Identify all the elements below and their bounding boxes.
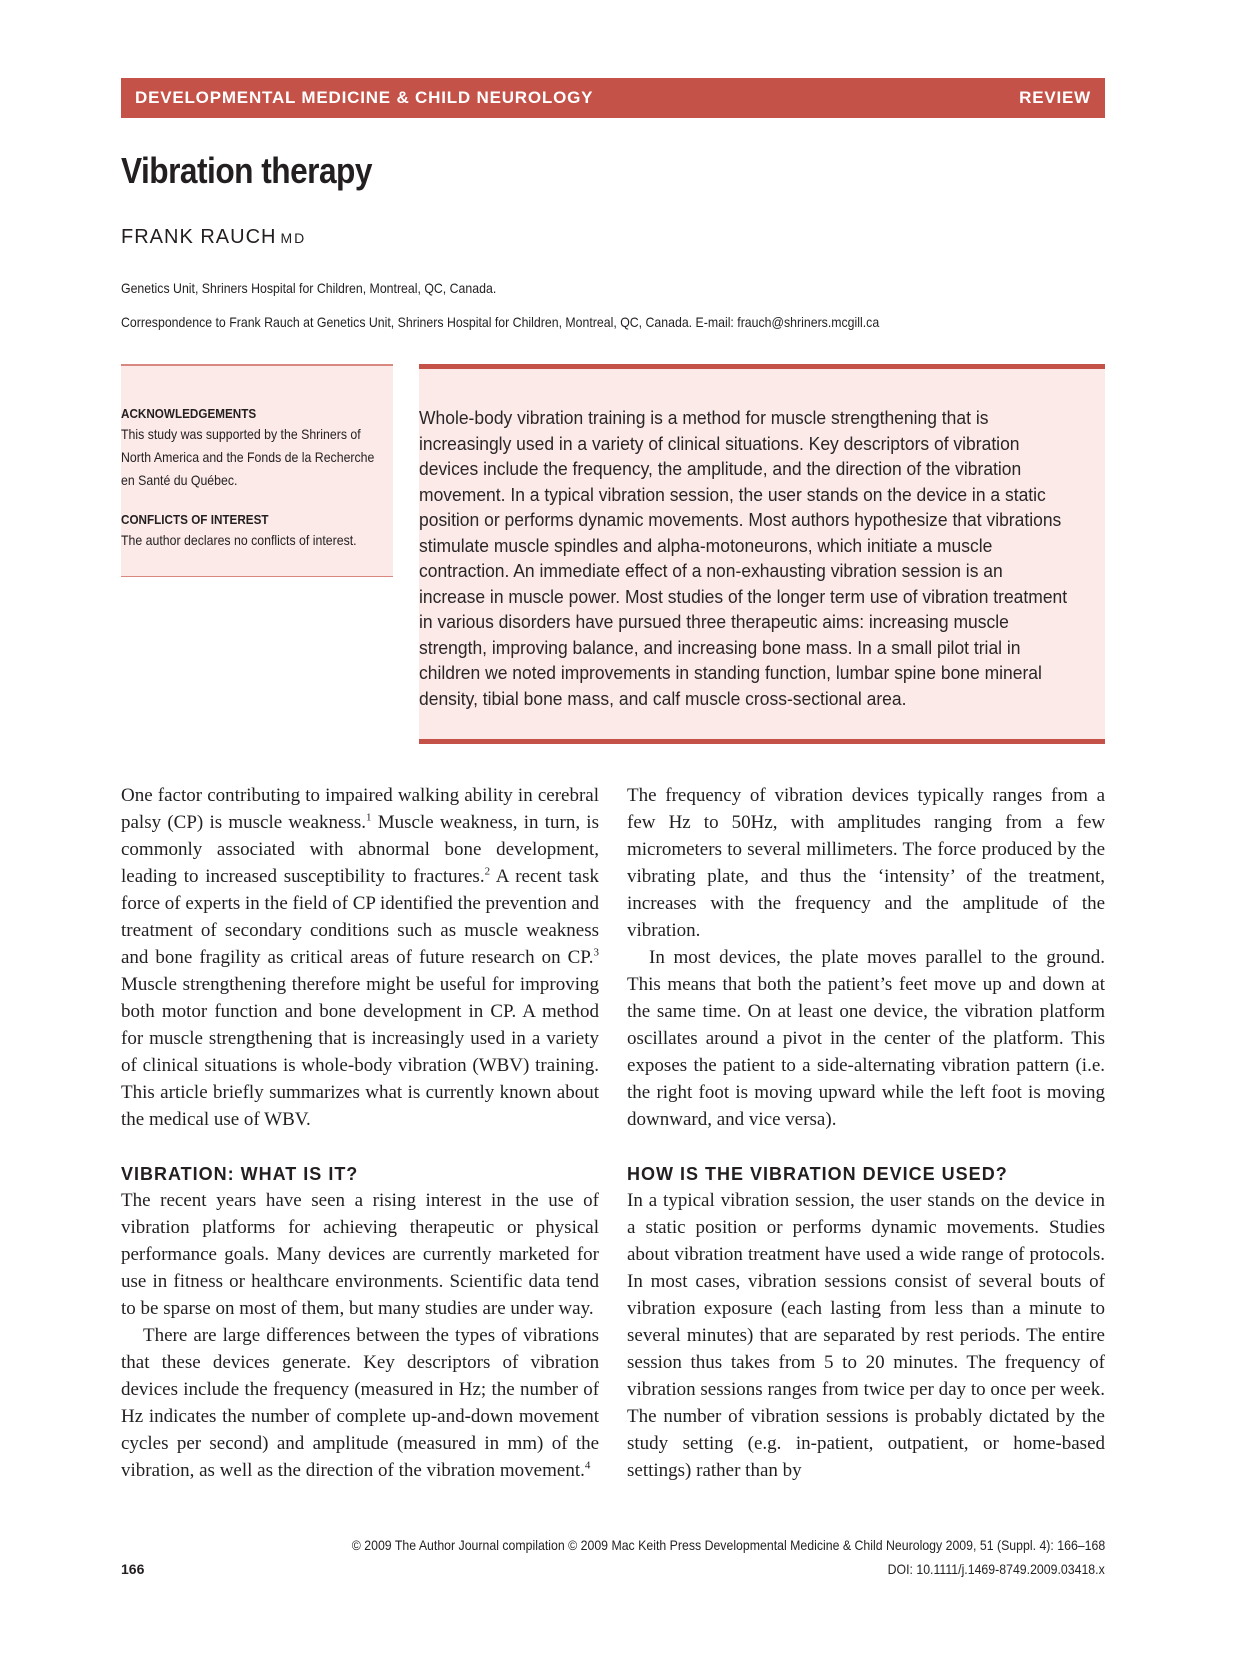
- intro-paragraph: [121, 782, 599, 1133]
- section1-paragraph-2: There are large differences between the types of vibrations that these devices generate. Key descriptors of vibration devices include the frequency (measured in Hz; the number of Hz indicates the number of complete up-and-down movement cycles per second) and amplitude (measured in mm) of the vibration, as well as the direction of the vibration movement.$^4$: [121, 1325, 599, 1481]
- conflicts-text: The author declares no conflicts of interest.: [121, 532, 357, 548]
- author-affiliation: Genetics Unit, Shriners Hospital for Children, Montreal, QC, Canada.: [121, 280, 497, 296]
- section1-paragraph-1: The recent years have seen a rising interest in the use of vibration platforms for achieving therapeutic or physical performance goals. Many devices are currently marketed for use in fitness or healthcare environments. Scientific data tend to be sparse on most of them, but many studies are under way.: [121, 1190, 599, 1319]
- acknowledgements-heading: ACKNOWLEDGEMENTS: [121, 406, 257, 421]
- section-heading-vibration-what-is-it: VIBRATION: WHAT IS IT?: [121, 1164, 359, 1184]
- doi-line: DOI: 10.1111/j.1469-8749.2009.03418.x: [887, 1561, 1105, 1577]
- text-run: A recent task force of experts in the field of CP identified the prevention and treatment of secondary conditions such as muscle weakness and bone fragility as critical areas of future research on CP.: [121, 866, 599, 968]
- journal-header-bar: [121, 78, 1105, 118]
- author-name: FRANK RAUCH: [121, 226, 277, 248]
- author-degree: MD: [280, 230, 307, 246]
- text-run: Muscle weakness, in turn, is commonly associated with abnormal bone development, leading to increased susceptibility to fractures.: [121, 812, 599, 887]
- article-title: Vibration therapy: [121, 150, 372, 191]
- body-column-left: [121, 782, 599, 1510]
- abstract-box: [419, 364, 1105, 744]
- conflicts-heading: CONFLICTS OF INTEREST: [121, 512, 269, 527]
- section-heading-how-is-device-used: HOW IS THE VIBRATION DEVICE USED?: [627, 1164, 1008, 1184]
- citation-4[interactable]: 4: [584, 1459, 591, 1472]
- correspondence-line: Correspondence to Frank Rauch at Genetics Unit, Shriners Hospital for Children, Montreal, QC, Canada. E-mail: frauch@shriners.mcgill.ca: [121, 314, 880, 330]
- body-column-right: [627, 782, 1105, 1510]
- page-number: 166: [121, 1561, 145, 1577]
- section1-paragraph-3: In most devices, the plate moves parallel to the ground. This means that both the patient’s feet move up and down at the same time. On at least one device, the vibration platform oscillates around a pivot in the center of the platform. This exposes the patient to a side-alternating vibration pattern (i.e. the right foot is moving upward while the left foot is moving downward, and vice versa).: [627, 947, 1105, 1130]
- citation-2[interactable]: 2: [484, 865, 491, 878]
- citation-3[interactable]: 3: [593, 946, 599, 959]
- author-line: [121, 226, 306, 249]
- acknowledgements-sidebar: [121, 364, 393, 577]
- section1-paragraph-2-continued: The frequency of vibration devices typically ranges from a few Hz to 50Hz, with amplitudes ranging from a few micrometers to several millimeters. The force produced by the vibrating plate, and thus the ‘intensity’ of the treatment, increases with the frequency and the amplitude of the vibration.: [627, 785, 1105, 941]
- copyright-line: © 2009 The Author Journal compilation © 2009 Mac Keith Press Developmental Medicine & Child Neurology 2009, 51 (Suppl. 4): 166–168: [351, 1537, 1105, 1553]
- abstract-text: Whole-body vibration training is a method for muscle strengthening that is increasingly used in a variety of clinical situations. Key descriptors of vibration devices include the frequency, the amplitude, and the direction of the vibration movement. In a typical vibration session, the user stands on the device in a static position or performs dynamic movements. Most authors hypothesize that vibrations stimulate muscle spindles and alpha-motoneurons, which initiate a muscle contraction. An immediate effect of a non-exhausting vibration session is an increase in muscle power. Most studies of the longer term use of vibration treatment in various disorders have pursued three therapeutic aims: increasing muscle strength, improving balance, and increasing bone mass. In a small pilot trial in children we noted improvements in standing function, lumbar spine bone mineral density, tibial bone mass, and calf muscle cross-sectional area.: [419, 407, 1068, 709]
- article-type-label: REVIEW: [1019, 88, 1091, 107]
- citation-1[interactable]: 1: [366, 811, 372, 824]
- text-run: Muscle strengthening therefore might be useful for improving both motor function and bone development in CP. A method for muscle strengthening that is increasingly used in a variety of clinical situations is whole-body vibration (WBV) training. This article briefly summarizes what is currently known about the medical use of WBV.: [121, 974, 599, 1130]
- journal-name: DEVELOPMENTAL MEDICINE & CHILD NEUROLOGY: [135, 88, 594, 107]
- text-run: One factor contributing to impaired walking ability in cerebral palsy (CP) is muscle weakness.: [121, 785, 599, 833]
- section2-paragraph-1: In a typical vibration session, the user stands on the device in a static position or performs dynamic movements. Studies about vibration treatment have used a wide range of protocols. In most cases, vibration sessions consist of several bouts of vibration exposure (each lasting from less than a minute to several minutes) that are separated by rest periods. The entire session thus takes from 5 to 20 minutes. The frequency of vibration sessions ranges from twice per day to once per week. The number of vibration sessions is probably dictated by the study setting (e.g. in-patient, outpatient, or home-based settings) rather than by: [627, 1190, 1105, 1481]
- acknowledgements-text: This study was supported by the Shriners of North America and the Fonds de la Recherche en Santé du Québec.: [121, 426, 375, 488]
